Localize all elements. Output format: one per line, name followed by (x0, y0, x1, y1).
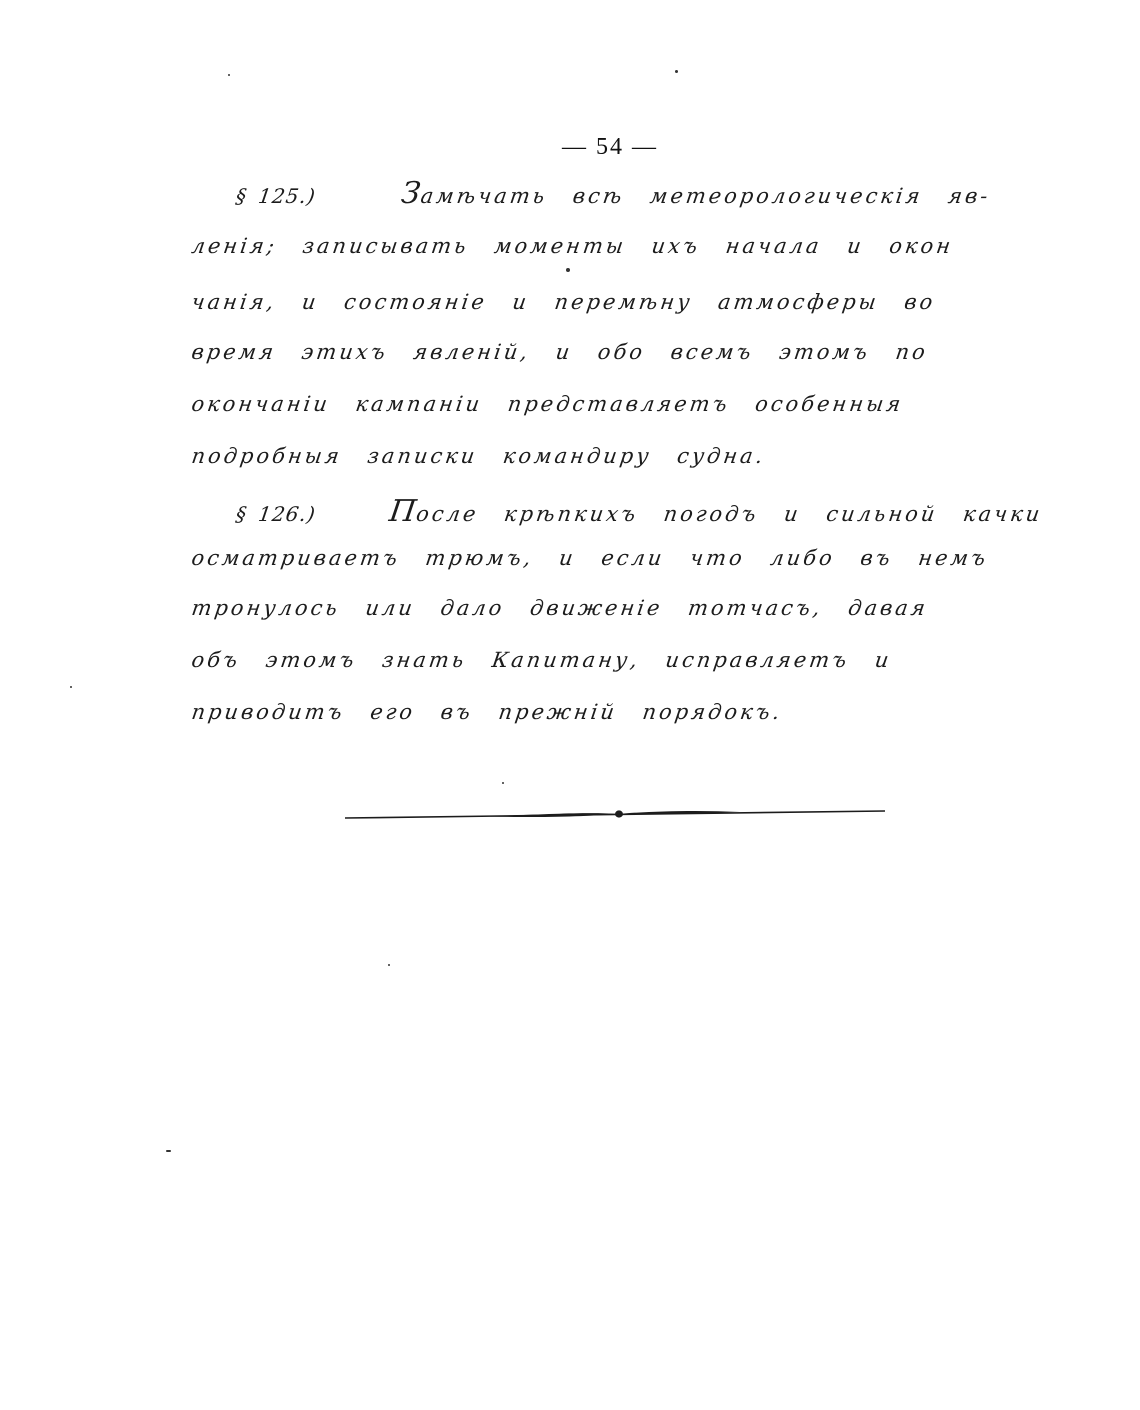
text-line-6 (190, 444, 1033, 468)
line-text: ленiя; записывать моменты ихъ начала и окон (190, 234, 955, 258)
line-text: осле крѣпкихъ погодъ и сильной качки (414, 502, 1045, 526)
scan-speck (502, 782, 504, 784)
text-line-3 (190, 290, 1033, 314)
scan-speck (228, 74, 230, 76)
scan-speck (675, 70, 678, 73)
line-text: амѣчать всѣ метеорологическiя яв- (419, 184, 993, 208)
drop-initial: З (399, 176, 424, 211)
page-number: — 54 — (562, 134, 658, 160)
text-line-4 (190, 340, 1033, 364)
line-text: тронулось или дало движенiе тотчасъ, давая (190, 596, 930, 620)
line-text: объ этомъ знать Капитану, исправляетъ и (190, 648, 894, 672)
scan-speck (388, 964, 390, 966)
ornamental-divider (340, 800, 890, 830)
section-mark-125: § 125.) (234, 184, 318, 208)
text-line-8 (190, 546, 1033, 570)
line-text: осматриваетъ трюмъ, и если что либо въ немъ (190, 546, 990, 570)
text-line-9 (190, 596, 1033, 620)
text-line-1 (234, 176, 1039, 211)
line-text: время этихъ явленiй, и обо всемъ этомъ по (190, 340, 930, 364)
text-line-7 (234, 494, 1045, 529)
text-line-5 (190, 392, 1033, 416)
drop-initial: П (387, 494, 420, 529)
text-line-11 (190, 700, 1033, 724)
scan-speck (166, 1150, 171, 1152)
text-line-2 (190, 234, 1033, 258)
line-text: приводитъ его въ прежнiй порядокъ. (190, 700, 785, 724)
text-line-10 (190, 648, 1033, 672)
scan-speck (566, 268, 570, 272)
line-text: подробныя записки командиру судна. (190, 444, 768, 468)
line-text: чанiя, и состоянiе и перемѣну атмосферы во (190, 290, 938, 314)
line-text: окончанiи кампанiи представляетъ особенныя (190, 392, 906, 416)
section-mark-126: § 126.) (234, 502, 318, 526)
scan-speck (70, 686, 72, 688)
